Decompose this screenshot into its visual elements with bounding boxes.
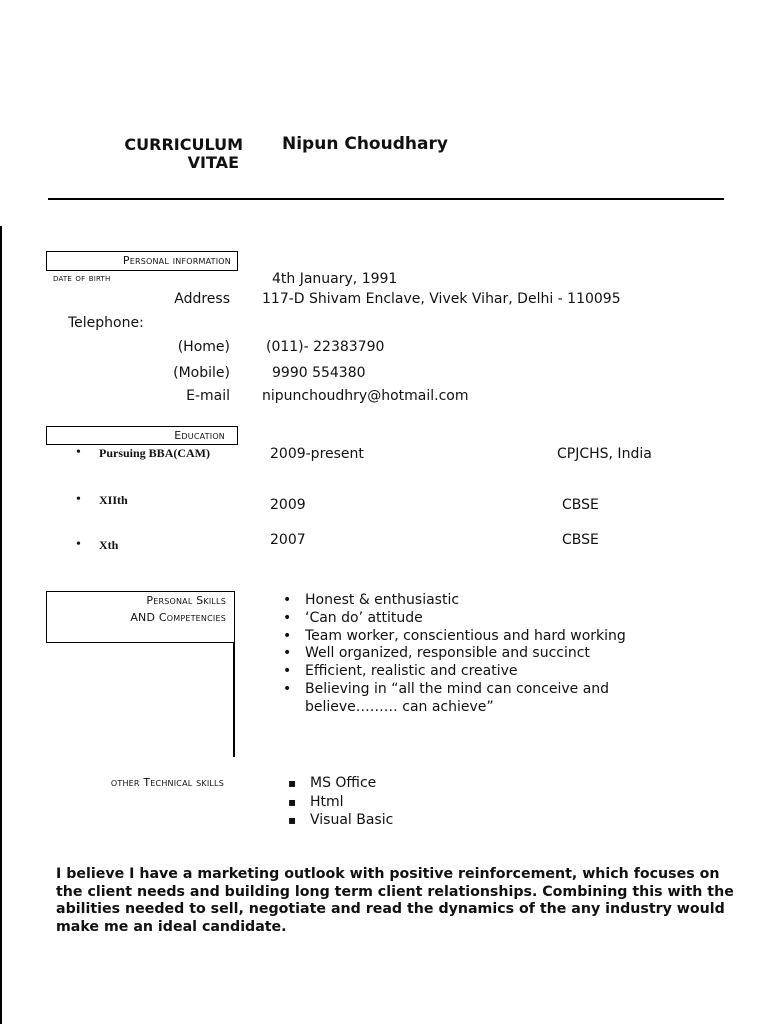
education-item-year: 2007 <box>270 532 306 548</box>
dob-value: 4th January, 1991 <box>272 271 398 287</box>
mobile-phone-label: (Mobile) <box>173 365 230 381</box>
education-heading-box <box>46 426 238 445</box>
summary-paragraph: I believe I have a marketing outlook with positive reinforcement, which focuses on the client needs and building long term client relationships. Combining this with the abilities needed to sell, negotiate and read the dynamics of the any industry would make me an ideal candidate. <box>56 866 734 935</box>
address-value: 117-D Shivam Enclave, Vivek Vihar, Delhi - 110095 <box>262 291 621 307</box>
education-bullet: • <box>76 492 81 507</box>
personal-info-heading: Personal information <box>122 254 231 267</box>
tech-skills-list <box>285 774 585 830</box>
personal-info-heading-box <box>46 251 238 271</box>
email-value: nipunchoudhry@hotmail.com <box>262 388 469 404</box>
tech-skill-item: ▪ MS Office <box>285 774 585 793</box>
education-item-year: 2009 <box>270 497 306 513</box>
education-item-name: Xth <box>99 538 119 552</box>
education-bullet: • <box>76 537 81 552</box>
header-divider <box>48 198 724 200</box>
skill-item: • Believing in “all the mind can conceive and believe……… can achieve” <box>281 681 705 717</box>
education-bullet: • <box>76 445 81 460</box>
candidate-name: Nipun Choudhary <box>282 134 448 154</box>
skills-heading-box <box>46 591 235 643</box>
home-phone-label: (Home) <box>177 339 230 355</box>
skills-list <box>281 592 721 717</box>
home-phone-value: (011)- 22383790 <box>266 339 385 355</box>
skills-divider-line <box>233 643 235 757</box>
skill-item: • ‘Can do’ attitude <box>281 610 721 628</box>
telephone-label: Telephone: <box>68 315 144 331</box>
education-item-board: CPJCHS, India <box>557 446 652 462</box>
education-item-name: XIIth <box>99 493 128 507</box>
skills-heading-line1: Personal Skills <box>146 594 226 607</box>
cv-title-line1: CURRICULUM <box>124 135 243 154</box>
tech-skill-item: ▪ Html <box>285 793 585 812</box>
cv-title-line2: VITAE <box>187 153 239 172</box>
education-item-name: Pursuing BBA(CAM) <box>99 446 211 460</box>
tech-skills-heading: other Technical skills <box>110 776 224 789</box>
education-item-year: 2009-present <box>270 446 364 462</box>
dob-label: date of birth <box>53 273 111 284</box>
cv-title <box>60 136 243 172</box>
skill-item: • Team worker, conscientious and hard working <box>281 628 721 646</box>
email-label: E-mail <box>186 388 230 404</box>
skill-item: • Well organized, responsible and succinct <box>281 645 721 663</box>
skill-item: • Efficient, realistic and creative <box>281 663 721 681</box>
skill-item: • Honest & enthusiastic <box>281 592 721 610</box>
education-heading: Education <box>174 429 225 442</box>
education-item-board: CBSE <box>562 497 599 513</box>
page-left-border <box>0 226 2 1024</box>
education-item-board: CBSE <box>562 532 599 548</box>
mobile-phone-value: 9990 554380 <box>272 365 366 381</box>
skills-heading-line2: AND Competencies <box>130 611 226 624</box>
tech-skill-item: ▪ Visual Basic <box>285 811 585 830</box>
address-label: Address <box>174 291 230 307</box>
